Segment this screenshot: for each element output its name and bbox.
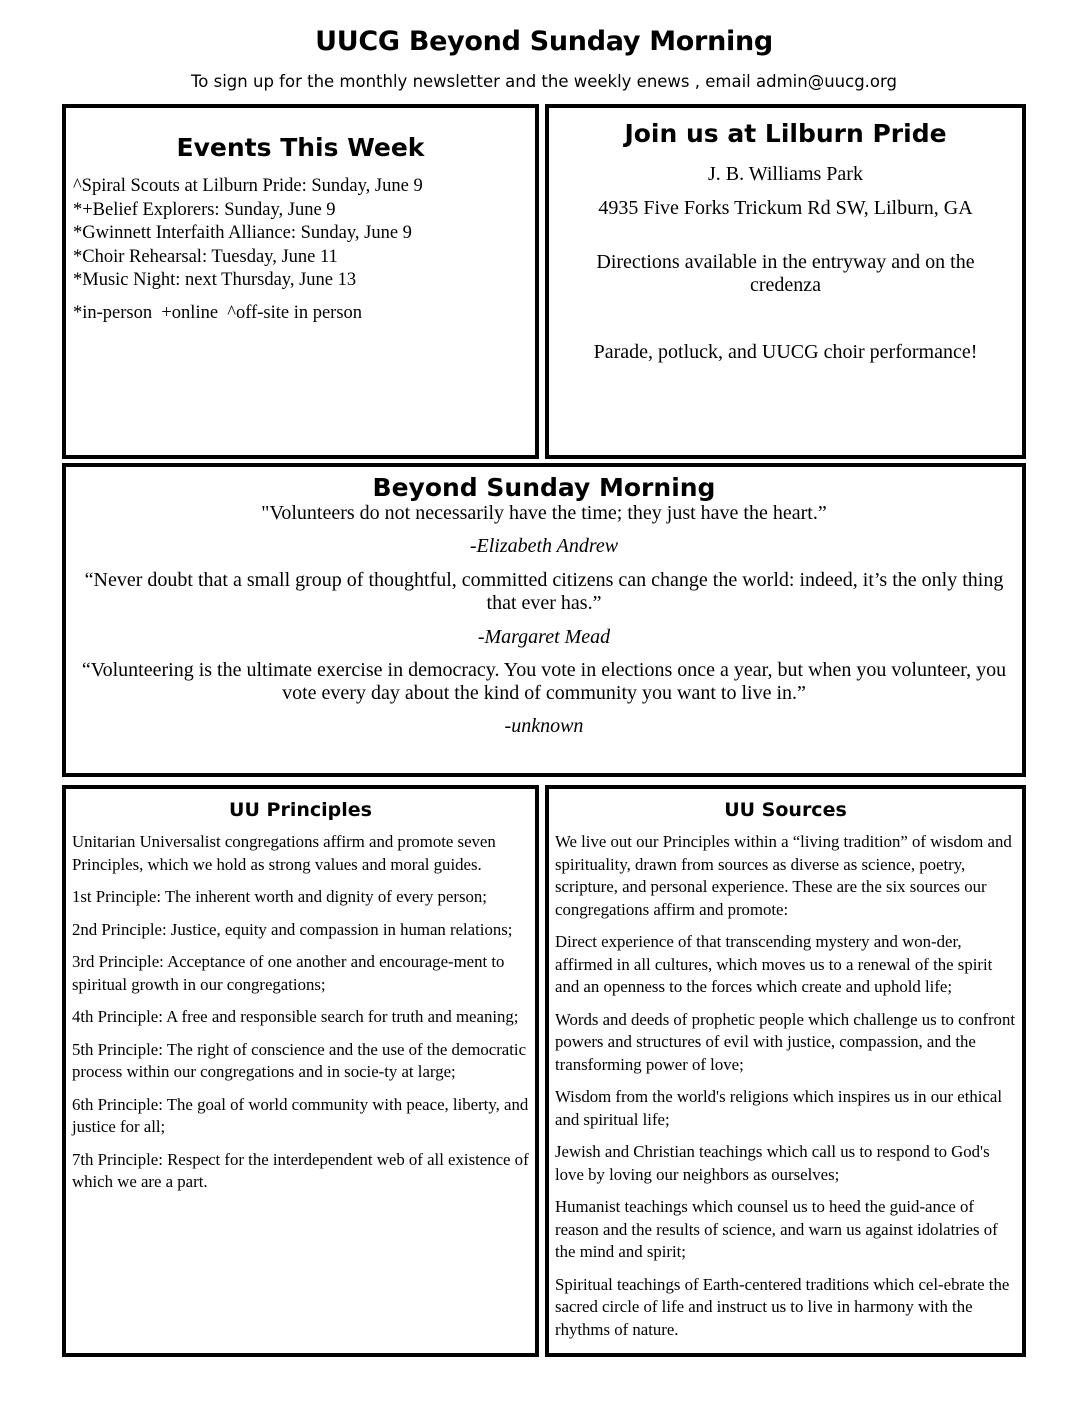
principle-paragraph: 6th Principle: The goal of world community with peace, liberty, and justice for all; [72, 1094, 529, 1136]
principle-paragraph: 3rd Principle: Acceptance of one another and encourage-ment to spiritual growth in our congregations; [72, 952, 505, 994]
pride-address: 4935 Five Forks Trickum Rd SW, Lilburn, GA [598, 197, 973, 219]
quote-attribution: -Elizabeth Andrew [469, 535, 619, 557]
principles-body [72, 831, 529, 1194]
event-item: *Gwinnett Interfaith Alliance: Sunday, June 9 [73, 223, 412, 243]
events-list [73, 175, 535, 293]
principle-paragraph: 5th Principle: The right of conscience and the use of the democratic process within our congregations and in socie-ty at large; [72, 1039, 527, 1081]
event-item: *Music Night: next Thursday, June 13 [73, 270, 357, 290]
sources-body [555, 831, 1016, 1341]
principle-paragraph: 2nd Principle: Justice, equity and compassion in human relations; [72, 919, 513, 939]
source-paragraph: Spiritual teachings of Earth-centered traditions which cel-ebrate the sacred circle of life and instruct us to live in harmony with the rhythms of nature. [555, 1274, 1010, 1339]
quote-text: “Never doubt that a small group of thoughtful, committed citizens can change the world: indeed, it’s the only thing that ever has.” [84, 569, 1004, 614]
events-box [62, 104, 539, 459]
quote-attribution: -Margaret Mead [477, 626, 611, 648]
quote-text: "Volunteers do not necessarily have the time; they just have the heart.” [261, 502, 827, 524]
source-paragraph: Humanist teachings which counsel us to heed the guid-ance of reason and the results of science, and warn us against idolatries of the mind and spirit; [555, 1197, 998, 1261]
principles-heading: UU Principles [229, 799, 372, 821]
pride-directions: Directions available in the entryway and on the credenza [596, 251, 975, 296]
principle-paragraph: 1st Principle: The inherent worth and dignity of every person; [72, 887, 487, 906]
event-item: ^Spiral Scouts at Lilburn Pride: Sunday, June 9 [73, 176, 423, 196]
events-legend: *in-person +online ^off-site in person [73, 302, 363, 323]
pride-activities: Parade, potluck, and UUCG choir performance! [593, 341, 978, 363]
events-heading: Events This Week [176, 133, 425, 162]
pride-box [545, 104, 1026, 459]
source-paragraph: Words and deeds of prophetic people which challenge us to confront powers and structures of evil with justice, compassion, and the transforming power of love; [555, 1009, 1015, 1074]
principle-paragraph: Unitarian Universalist congregations affirm and promote seven Principles, which we hold as strong values and moral guides. [72, 832, 496, 874]
sources-heading: UU Sources [724, 799, 847, 821]
principles-box [62, 785, 539, 1357]
quote-text: “Volunteering is the ultimate exercise in democracy. You vote in elections once a year, but when you volunteer, you vote every day about the kind of community you want to live in.” [81, 659, 1007, 704]
event-item: *Choir Rehearsal: Tuesday, June 11 [73, 246, 338, 267]
source-paragraph: Jewish and Christian teachings which call us to respond to God's love by loving our neighbors as ourselves; [555, 1142, 990, 1184]
pride-park: J. B. Williams Park [708, 163, 863, 185]
pride-heading: Join us at Lilburn Pride [624, 119, 947, 148]
beyond-sunday-heading: Beyond Sunday Morning [372, 473, 716, 502]
sources-box [545, 785, 1026, 1357]
principle-paragraph: 4th Principle: A free and responsible search for truth and meaning; [72, 1007, 519, 1026]
event-item: *+Belief Explorers: Sunday, June 9 [73, 199, 336, 220]
page-title: UUCG Beyond Sunday Morning [315, 26, 773, 57]
source-paragraph: Wisdom from the world's religions which inspires us in our ethical and spiritual life; [555, 1087, 1002, 1129]
beyond-sunday-box [62, 463, 1026, 777]
principle-paragraph: 7th Principle: Respect for the interdependent web of all existence of which we are a part. [72, 1149, 529, 1191]
source-paragraph: Direct experience of that transcending mystery and won-der, affirmed in all cultures, which moves us to a renewal of the spirit and an openness to the forces which create and uphold life; [555, 932, 993, 996]
quote-attribution: -unknown [504, 715, 584, 737]
source-paragraph: We live out our Principles within a “living tradition” of wisdom and spirituality, drawn from sources as diverse as science, poetry, scripture, and personal experience. These are the six sources our congregations affirm and promote: [555, 832, 1012, 919]
page-subtitle: To sign up for the monthly newsletter and the weekly enews , email admin@uucg.org [191, 72, 897, 91]
